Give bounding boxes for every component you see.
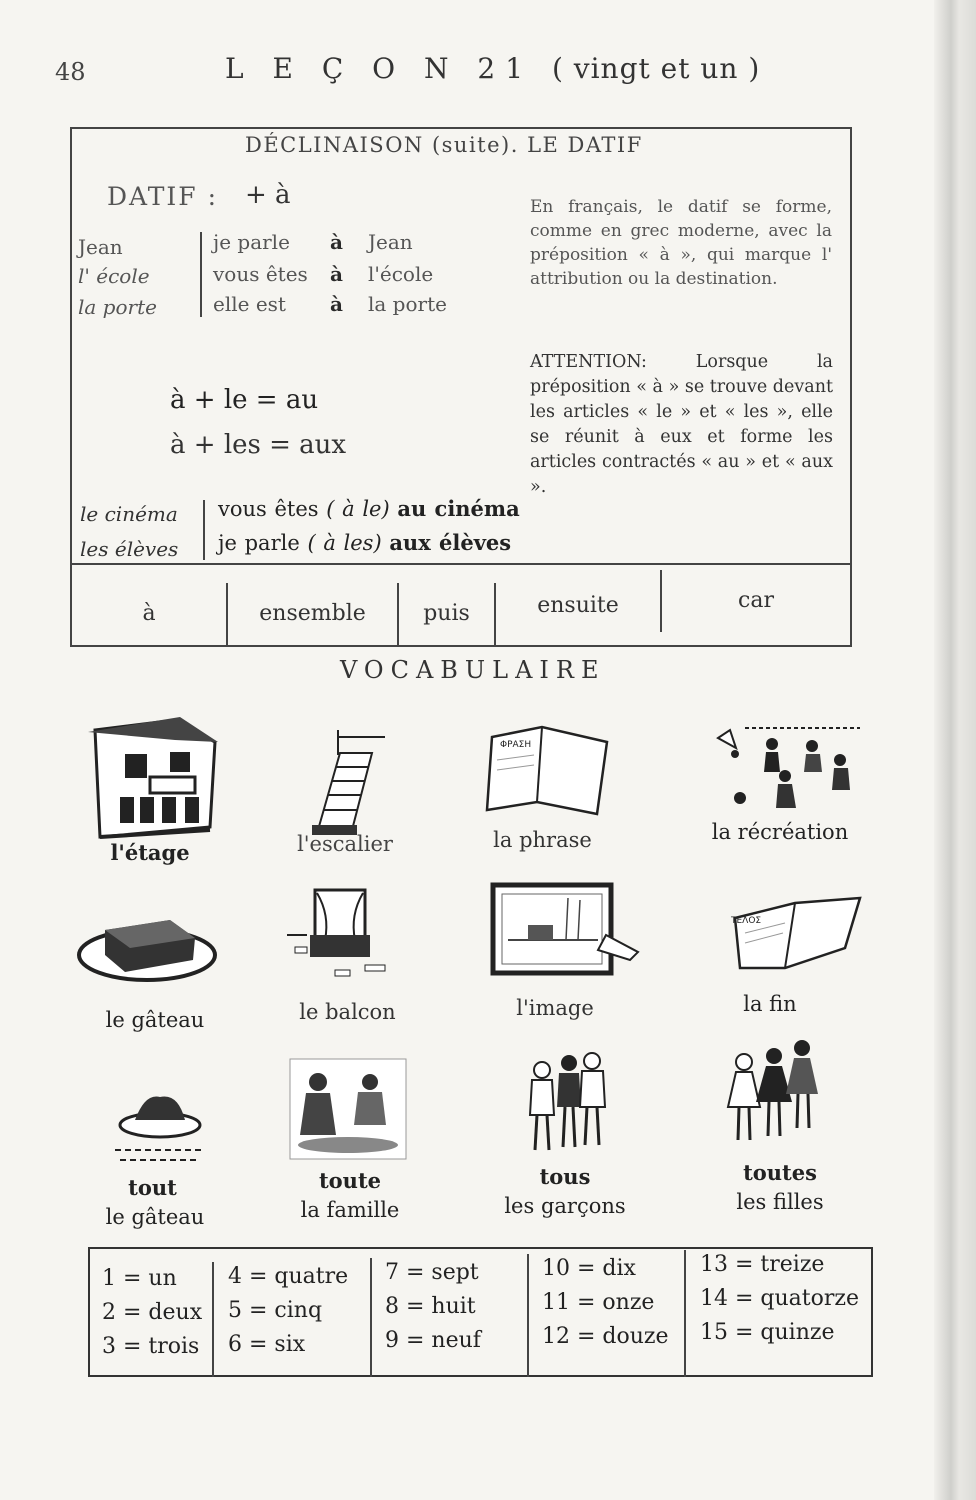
contraction-aux: à + les = aux [170, 430, 347, 460]
phrase-2-prep: à [330, 262, 343, 286]
vocab-caption-escalier: l'escalier [297, 832, 393, 856]
vocab-caption-balcon: le balcon [299, 1000, 396, 1024]
book-binding-shadow [934, 0, 976, 1500]
boys-illustration [517, 1045, 612, 1155]
number-2: 2 = deux [102, 1300, 203, 1325]
word-ensuite: ensuite [537, 592, 619, 618]
numbers-divider [212, 1262, 214, 1377]
lesson-title-subtitle: ( vingt et un ) [551, 52, 761, 85]
noun-separator [200, 232, 202, 317]
vocab-caption-recreation: la récréation [711, 820, 849, 844]
number-4: 4 = quatre [228, 1264, 349, 1289]
example-1-paren: ( à le) [326, 497, 390, 521]
datif-label: DATIF : [107, 182, 218, 211]
vocab-caption-tous: tous [539, 1164, 591, 1189]
noun-3: la porte [78, 295, 157, 319]
vocab-caption-toutes: toutes [743, 1160, 817, 1185]
vocabulary-title: VOCABULAIRE [340, 656, 606, 684]
number-10: 10 = dix [542, 1256, 636, 1281]
number-13: 13 = treize [700, 1252, 825, 1277]
vocab-caption-tout-gateau: le gâteau [105, 1205, 205, 1229]
number-5: 5 = cinq [228, 1298, 323, 1323]
number-14: 14 = quatorze [700, 1286, 859, 1311]
noun-2: l' école [78, 264, 150, 288]
house-floor-illustration [80, 712, 220, 842]
numbers-column-4 [542, 1252, 669, 1354]
phrase-2-object: l'école [368, 262, 434, 286]
example-2-paren: ( à les) [307, 531, 382, 555]
example-separator [203, 500, 205, 560]
lesson-title-main: L E Ç O N 21 [225, 52, 534, 85]
example-2-noun: les élèves [80, 537, 179, 561]
word-car: car [738, 587, 774, 613]
noun-1: Jean [78, 235, 123, 259]
page-number: 48 [55, 58, 86, 86]
word-puis: puis [423, 600, 470, 626]
phrase-3-object: la porte [368, 292, 447, 316]
book-end-illustration [725, 893, 865, 983]
vocab-caption-toute: toute [318, 1168, 382, 1193]
word-a: à [142, 600, 156, 626]
example-2-sentence [218, 530, 511, 555]
number-3: 3 = trois [102, 1334, 200, 1359]
numbers-divider [684, 1250, 686, 1377]
numbers-column-1 [102, 1262, 202, 1364]
phrase-1-object: Jean [368, 230, 413, 254]
phrase-2-verb: vous êtes [213, 262, 308, 286]
phrase-1-prep: à [330, 230, 343, 254]
numbers-column-5 [700, 1248, 859, 1350]
example-1-result: au cinéma [397, 496, 520, 521]
grammar-box-divider [72, 563, 850, 565]
example-1-noun: le cinéma [80, 502, 178, 526]
phrase-1-verb: je parle [213, 230, 290, 254]
balcony-illustration [285, 885, 390, 980]
book-phrase-illustration [482, 722, 612, 817]
numbers-divider [527, 1254, 529, 1377]
book-phrase-text: ΦΡΑΣΗ [500, 740, 532, 750]
girls-illustration [722, 1032, 832, 1147]
numbers-column-3 [385, 1256, 481, 1358]
whole-cake-illustration [110, 1085, 210, 1175]
picture-image-illustration [488, 880, 648, 985]
vocab-caption-phrase: la phrase [493, 828, 592, 852]
number-15: 15 = quinze [700, 1320, 835, 1345]
phrase-3-prep: à [330, 292, 343, 316]
playground-recess-illustration [700, 720, 860, 820]
datif-explanation: En français, le datif se forme, comme en grec moderne, avec la préposition « à », qui marque l' attribution ou la destination. [530, 197, 832, 289]
contraction-au: à + le = au [170, 385, 319, 415]
vocab-caption-gateau: le gâteau [105, 1008, 205, 1032]
phrase-3-verb: elle est [213, 292, 286, 316]
vocab-caption-etage: l'étage [110, 840, 190, 865]
example-2-verb: je parle [218, 531, 300, 555]
word-ensemble: ensemble [259, 600, 366, 626]
number-6: 6 = six [228, 1332, 306, 1357]
number-11: 11 = onze [542, 1290, 655, 1315]
number-8: 8 = huit [385, 1294, 476, 1319]
number-9: 9 = neuf [385, 1328, 481, 1353]
example-2-result: aux élèves [389, 530, 512, 555]
number-1: 1 = un [102, 1266, 177, 1291]
cake-illustration [75, 900, 220, 985]
staircase-illustration [300, 725, 390, 840]
datif-formula: + à [245, 180, 291, 210]
number-7: 7 = sept [385, 1260, 479, 1285]
vocab-caption-fin: la fin [743, 992, 797, 1016]
attention-note: ATTENTION: Lorsque la préposition « à » se trouve devant les articles « le » et « les », elle se réunit à eux et forme les articles contractés « au » et « aux ». [530, 352, 833, 497]
numbers-divider [370, 1258, 372, 1377]
number-12: 12 = douze [542, 1324, 669, 1349]
numbers-column-2 [228, 1260, 348, 1362]
example-1-verb: vous êtes [218, 497, 319, 521]
vocab-caption-les-filles: les filles [736, 1190, 824, 1214]
example-1-sentence [218, 496, 520, 521]
family-illustration [288, 1057, 408, 1162]
vocab-caption-les-garcons: les garçons [504, 1194, 626, 1218]
vocab-caption-image: l'image [516, 996, 594, 1020]
lesson-title [225, 52, 760, 85]
vocab-caption-tout: tout [128, 1175, 177, 1200]
book-end-text: ΤΕΛΟΣ [731, 916, 762, 926]
vocab-caption-la-famille: la famille [300, 1198, 400, 1222]
grammar-heading: DÉCLINAISON (suite). LE DATIF [245, 133, 643, 157]
